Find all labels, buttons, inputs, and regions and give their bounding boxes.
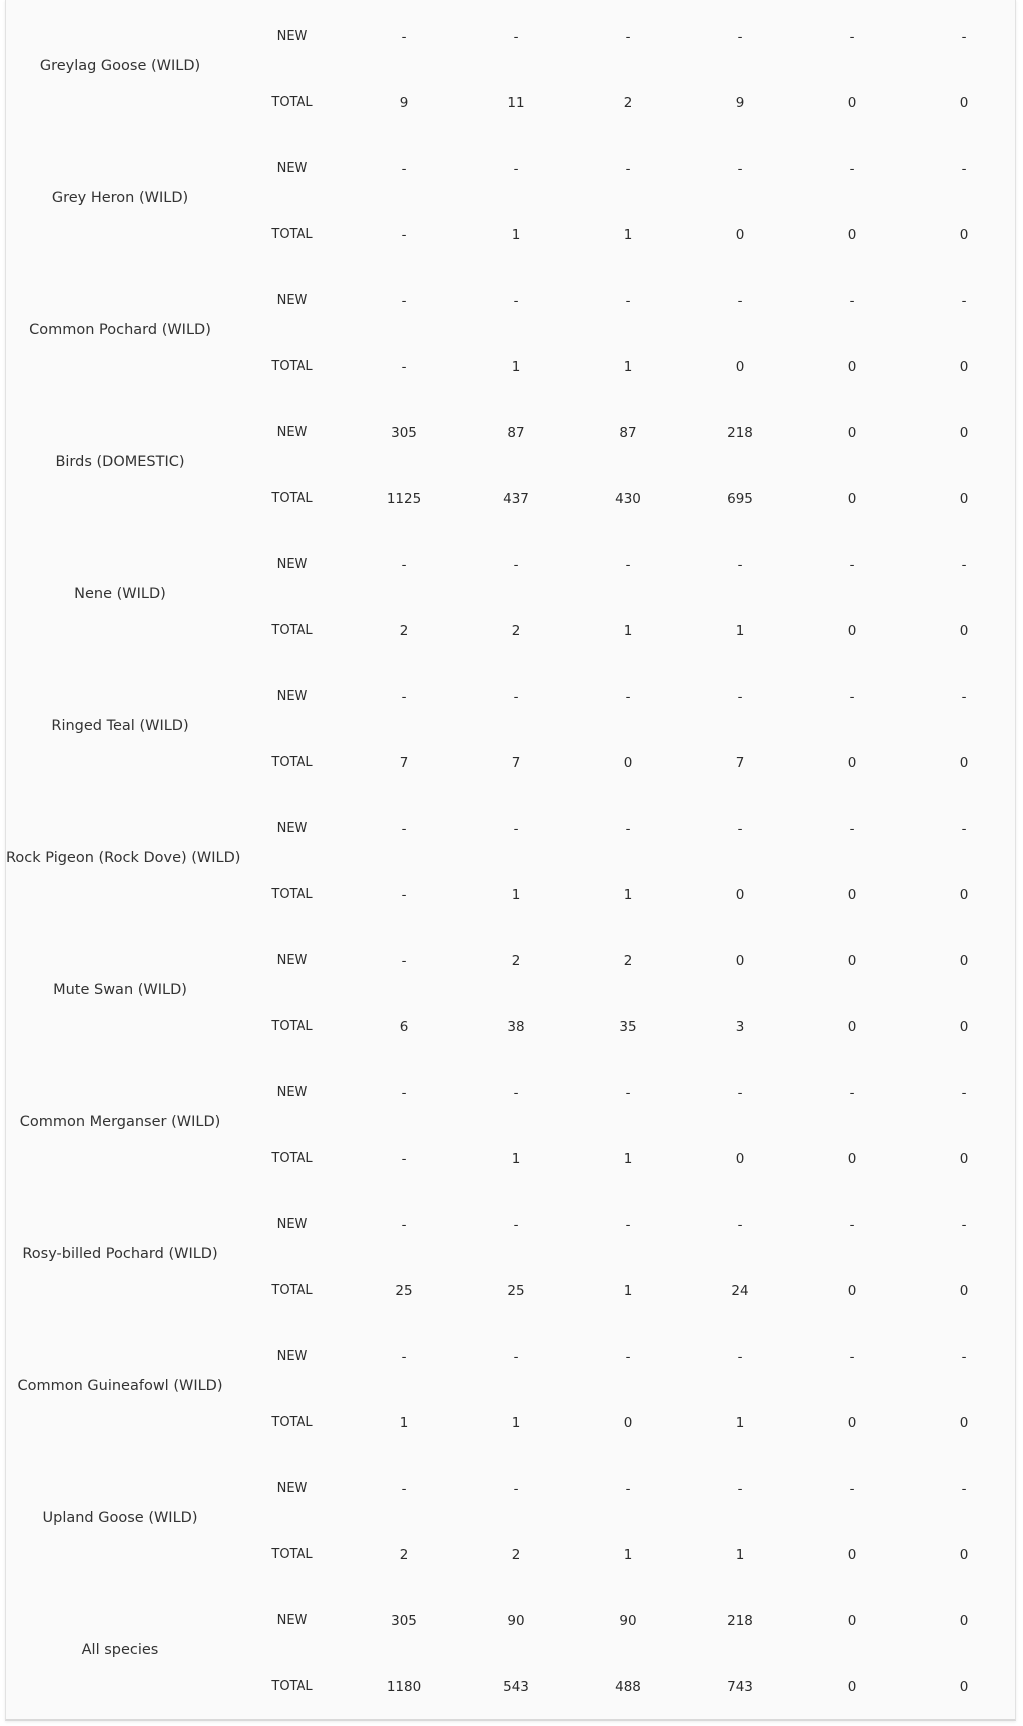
table-cell: - [513,557,519,573]
table-row-new [6,290,1015,312]
table-cell: 87 [507,425,525,441]
table-cell: - [625,29,631,45]
table-cell: 1 [623,887,633,903]
table-row-new [6,422,1015,444]
species-name: Birds (DOMESTIC) [55,454,185,470]
table-cell: 1 [735,1547,745,1563]
table-cell: 488 [615,1679,641,1695]
table-cell: 1 [511,1151,521,1167]
row-type-label: TOTAL [271,755,313,770]
table-cell: - [401,1085,407,1101]
table-cell: - [849,293,855,309]
table-cell: 38 [507,1019,525,1035]
table-cell: 3 [735,1019,745,1035]
species-name: Greylag Goose (WILD) [39,58,201,74]
table-cell: 35 [619,1019,637,1035]
table-cell: 0 [735,887,745,903]
table-row-new [6,1610,1015,1632]
species-group [6,1188,1015,1320]
table-cell: - [849,557,855,573]
table-cell: - [401,1217,407,1233]
table-cell: 2 [623,953,633,969]
table-cell: 0 [959,359,969,375]
table-row-total [6,1280,1015,1302]
table-cell: - [401,1151,407,1167]
table-cell: 1 [511,359,521,375]
row-type-label: TOTAL [271,227,313,242]
table-cell: - [737,161,743,177]
table-cell: - [961,29,967,45]
table-cell: - [737,821,743,837]
table-cell: - [961,1481,967,1497]
table-cell: - [513,689,519,705]
table-cell: 2 [511,1547,521,1563]
table-cell: 0 [847,623,857,639]
row-type-label: NEW [276,1349,308,1364]
table-cell: 0 [959,755,969,771]
table-cell: 1 [623,623,633,639]
table-cell: - [849,29,855,45]
table-cell: 0 [623,1415,633,1431]
table-cell: 87 [619,425,637,441]
row-type-label: NEW [276,161,308,176]
table-cell: 0 [847,1283,857,1299]
row-type-label: NEW [276,29,308,44]
species-name: Rosy-billed Pochard (WILD) [22,1246,218,1262]
row-type-label: NEW [276,689,308,704]
row-type-label: TOTAL [271,1019,313,1034]
table-row-total [6,1676,1015,1698]
table-cell: 2 [399,623,409,639]
table-cell: - [513,1481,519,1497]
table-cell: - [625,1217,631,1233]
table-cell: 90 [619,1613,637,1629]
row-type-label: NEW [276,1481,308,1496]
table-cell: - [401,29,407,45]
table-cell: - [961,557,967,573]
table-row-total [6,356,1015,378]
table-cell: 0 [735,1151,745,1167]
table-row-new [6,158,1015,180]
table-cell: - [513,1349,519,1365]
table-cell: 1 [623,227,633,243]
table-row-total [6,752,1015,774]
table-cell: - [737,29,743,45]
table-row-total [6,224,1015,246]
row-type-label: NEW [276,1217,308,1232]
table-cell: - [737,293,743,309]
table-cell: 1 [735,623,745,639]
species-group [6,528,1015,660]
species-name: Common Guineafowl (WILD) [17,1378,223,1394]
table-cell: 0 [847,1679,857,1695]
table-cell: - [513,1217,519,1233]
table-cell: - [737,1217,743,1233]
table-cell: 0 [847,1547,857,1563]
table-cell: - [961,161,967,177]
table-cell: 2 [511,953,521,969]
row-type-label: NEW [276,293,308,308]
row-type-label: NEW [276,953,308,968]
row-type-label: TOTAL [271,1283,313,1298]
species-name: Nene (WILD) [74,586,166,602]
table-cell: 305 [391,425,417,441]
table-cell: - [849,1349,855,1365]
table-row-new [6,686,1015,708]
table-row-total [6,1544,1015,1566]
table-cell: 0 [735,227,745,243]
table-row-new [6,26,1015,48]
table-row-total [6,884,1015,906]
row-type-label: TOTAL [271,95,313,110]
table-row-new [6,1082,1015,1104]
species-name: Rock Pigeon (Rock Dove) (WILD) [6,850,241,866]
table-cell: - [401,821,407,837]
species-group [6,1056,1015,1188]
row-type-label: NEW [276,425,308,440]
table-cell: - [401,887,407,903]
table-cell: - [401,227,407,243]
row-type-label: TOTAL [271,1547,313,1562]
table-row-new [6,818,1015,840]
table-cell: 1 [623,1151,633,1167]
table-cell: 7 [511,755,521,771]
table-cell: - [513,821,519,837]
table-cell: 25 [395,1283,413,1299]
species-group [6,1320,1015,1452]
table-cell: - [401,1349,407,1365]
row-type-label: TOTAL [271,1679,313,1694]
table-cell: 25 [507,1283,525,1299]
table-row-total [6,1412,1015,1434]
table-row-new [6,1346,1015,1368]
table-cell: 0 [623,755,633,771]
table-cell: - [961,689,967,705]
row-type-label: NEW [276,1085,308,1100]
species-name: Common Pochard (WILD) [29,322,211,338]
species-group [6,264,1015,396]
row-type-label: TOTAL [271,1151,313,1166]
table-cell: - [401,953,407,969]
table-row-total [6,1148,1015,1170]
table-cell: - [513,161,519,177]
table-cell: 218 [727,425,753,441]
table-row-new [6,554,1015,576]
table-cell: - [401,293,407,309]
table-cell: - [961,1349,967,1365]
table-cell: - [625,161,631,177]
table-cell: - [961,293,967,309]
table-cell: - [401,359,407,375]
table-cell: 0 [735,953,745,969]
table-cell: 0 [959,1415,969,1431]
table-cell: - [737,1481,743,1497]
row-type-label: NEW [276,821,308,836]
table-cell: - [401,161,407,177]
table-cell: 0 [847,953,857,969]
species-name: Upland Goose (WILD) [42,1510,198,1526]
table-cell: - [961,1217,967,1233]
row-type-label: NEW [276,1613,308,1628]
table-cell: 430 [615,491,641,507]
table-cell: - [513,29,519,45]
table-cell: - [625,293,631,309]
table-cell: 9 [399,95,409,111]
table-row-total [6,92,1015,114]
table-cell: - [961,1085,967,1101]
table-cell: 1 [511,1415,521,1431]
row-type-label: TOTAL [271,359,313,374]
table-row-new [6,1214,1015,1236]
table-cell: - [737,557,743,573]
table-cell: 0 [959,887,969,903]
species-name: Ringed Teal (WILD) [51,718,189,734]
table-cell: 543 [503,1679,529,1695]
table-cell: - [625,689,631,705]
row-type-label: TOTAL [271,491,313,506]
table-cell: - [401,689,407,705]
row-type-label: TOTAL [271,887,313,902]
table-cell: - [401,1481,407,1497]
species-group [6,792,1015,924]
table-cell: - [849,1481,855,1497]
table-cell: 1 [511,227,521,243]
table-cell: 0 [959,953,969,969]
table-cell: 0 [847,95,857,111]
table-row-new [6,1478,1015,1500]
table-cell: - [401,557,407,573]
table-cell: 0 [959,1019,969,1035]
species-name: All species [81,1642,159,1658]
species-group [6,924,1015,1056]
species-name: Grey Heron (WILD) [51,190,189,206]
table-cell: 0 [959,1547,969,1563]
table-cell: - [737,1349,743,1365]
species-group [6,0,1015,132]
table-cell: 1 [623,359,633,375]
table-row-new [6,950,1015,972]
table-cell: - [849,821,855,837]
table-cell: - [737,689,743,705]
table-cell: 1 [623,1283,633,1299]
table-cell: 0 [847,1019,857,1035]
table-cell: 0 [847,425,857,441]
species-outbreak-table [5,0,1016,1721]
table-cell: 24 [731,1283,749,1299]
table-cell: 1180 [386,1679,422,1695]
table-cell: 0 [847,491,857,507]
table-cell: 0 [959,491,969,507]
table-cell: - [849,161,855,177]
table-cell: 305 [391,1613,417,1629]
species-name: Common Merganser (WILD) [19,1114,221,1130]
species-group [6,396,1015,528]
species-group [6,132,1015,264]
table-cell: 1125 [386,491,422,507]
table-cell: 1 [623,1547,633,1563]
table-cell: - [625,557,631,573]
table-cell: 0 [959,1283,969,1299]
species-group [6,1584,1015,1716]
table-cell: 0 [847,227,857,243]
species-group [6,1452,1015,1584]
table-cell: 695 [727,491,753,507]
table-cell: 0 [959,623,969,639]
table-cell: 2 [511,623,521,639]
table-cell: - [849,689,855,705]
table-cell: 2 [399,1547,409,1563]
table-cell: 0 [847,887,857,903]
table-cell: - [513,293,519,309]
table-cell: 0 [847,755,857,771]
table-row-total [6,1016,1015,1038]
table-cell: 7 [399,755,409,771]
table-cell: 1 [735,1415,745,1431]
table-cell: - [737,1085,743,1101]
species-group [6,660,1015,792]
table-cell: - [513,1085,519,1101]
table-cell: - [849,1085,855,1101]
table-cell: 0 [847,1613,857,1629]
table-cell: 2 [623,95,633,111]
table-cell: - [625,1349,631,1365]
table-cell: 0 [959,1613,969,1629]
table-cell: - [625,1085,631,1101]
table-cell: 0 [847,1415,857,1431]
table-cell: 0 [959,227,969,243]
table-cell: 1 [399,1415,409,1431]
table-cell: 0 [735,359,745,375]
table-cell: 9 [735,95,745,111]
species-name: Mute Swan (WILD) [53,982,187,998]
table-cell: 0 [959,1679,969,1695]
row-type-label: TOTAL [271,623,313,638]
table-cell: 743 [727,1679,753,1695]
table-cell: 7 [735,755,745,771]
table-cell: 0 [847,359,857,375]
table-cell: 0 [959,1151,969,1167]
table-row-total [6,620,1015,642]
table-cell: 218 [727,1613,753,1629]
table-cell: 0 [959,95,969,111]
table-cell: - [849,1217,855,1233]
table-cell: 90 [507,1613,525,1629]
row-type-label: NEW [276,557,308,572]
table-cell: 6 [399,1019,409,1035]
table-cell: - [625,1481,631,1497]
table-cell: - [961,821,967,837]
table-cell: 1 [511,887,521,903]
table-row-total [6,488,1015,510]
table-cell: 11 [507,95,525,111]
row-type-label: TOTAL [271,1415,313,1430]
table-cell: 437 [503,491,529,507]
table-cell: 0 [847,1151,857,1167]
table-cell: 0 [959,425,969,441]
table-cell: - [625,821,631,837]
